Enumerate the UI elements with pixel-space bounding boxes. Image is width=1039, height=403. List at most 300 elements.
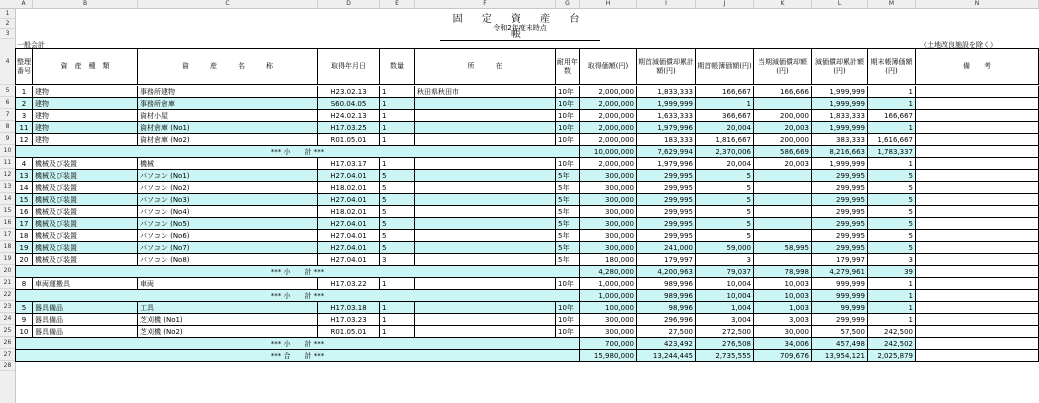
cell-prev-dep[interactable]: 299,995 (637, 218, 696, 230)
cell-loc[interactable] (415, 98, 556, 110)
cell-prev-dep[interactable]: 4,200,963 (637, 266, 696, 278)
column-header-m[interactable]: M (868, 0, 916, 8)
column-header-d[interactable]: D (318, 0, 380, 8)
cell-type[interactable]: 機械及び装置 (33, 230, 138, 242)
cell-qty[interactable]: 1 (380, 302, 415, 314)
cell-name[interactable]: 資材倉庫 (No1) (138, 122, 318, 134)
cell-loc[interactable] (415, 302, 556, 314)
cell-qty[interactable]: 5 (380, 194, 415, 206)
cell-prev-book[interactable]: 276,508 (696, 338, 754, 350)
cell-end-book[interactable]: 1,783,337 (868, 146, 916, 158)
cell-cost[interactable]: 100,000 (580, 302, 637, 314)
cell-remarks[interactable] (916, 326, 1039, 338)
cell-end-book[interactable]: 1 (868, 158, 916, 170)
cell-no[interactable]: 14 (15, 182, 33, 194)
cell-acc-dep[interactable]: 57,500 (812, 326, 868, 338)
cell-prev-book[interactable]: 5 (696, 194, 754, 206)
cell-life[interactable]: 5年 (556, 242, 580, 254)
row-header-10[interactable]: 10 (0, 145, 15, 157)
cell-type[interactable]: 器具備品 (33, 302, 138, 314)
cell-acc-dep[interactable]: 1,999,999 (812, 158, 868, 170)
cell-qty[interactable]: 5 (380, 218, 415, 230)
row-header-1[interactable]: 1 (0, 9, 15, 19)
cell-remarks[interactable] (916, 182, 1039, 194)
cell-date[interactable]: H27.04.01 (318, 230, 380, 242)
cell-prev-book[interactable]: 1,004 (696, 302, 754, 314)
cell-prev-book[interactable]: 10,004 (696, 278, 754, 290)
cell-end-book[interactable]: 1 (868, 314, 916, 326)
cell-date[interactable]: H17.03.22 (318, 278, 380, 290)
cell-prev-book[interactable]: 5 (696, 206, 754, 218)
cell-date[interactable]: H27.04.01 (318, 170, 380, 182)
cell-date[interactable]: H17.03.23 (318, 314, 380, 326)
cell-cost[interactable]: 300,000 (580, 326, 637, 338)
cell-no[interactable]: 10 (15, 326, 33, 338)
cell-prev-dep[interactable]: 423,492 (637, 338, 696, 350)
cell-name[interactable]: 工具 (138, 302, 318, 314)
row-header-19[interactable]: 19 (0, 253, 15, 265)
row-header-28[interactable]: 28 (0, 361, 15, 371)
cell-qty[interactable]: 1 (380, 134, 415, 146)
cell-life[interactable]: 10年 (556, 158, 580, 170)
cell-acc-dep[interactable]: 299,995 (812, 206, 868, 218)
cell-qty[interactable]: 5 (380, 182, 415, 194)
cell-acc-dep[interactable]: 8,216,663 (812, 146, 868, 158)
cell-date[interactable]: H27.04.01 (318, 242, 380, 254)
cell-qty[interactable]: 5 (380, 242, 415, 254)
cell-end-book[interactable]: 5 (868, 194, 916, 206)
cell-prev-book[interactable]: 79,037 (696, 266, 754, 278)
cell-name[interactable]: 芝刈機 (No2) (138, 326, 318, 338)
cell-name[interactable]: 資材小屋 (138, 110, 318, 122)
cell-prev-book[interactable]: 272,500 (696, 326, 754, 338)
cell-cur-dep[interactable]: 20,003 (754, 122, 812, 134)
cell-no[interactable]: 20 (15, 254, 33, 266)
cell-acc-dep[interactable]: 299,995 (812, 230, 868, 242)
cell-date[interactable]: S60.04.05 (318, 98, 380, 110)
column-header-b[interactable]: B (33, 0, 138, 8)
cell-end-book[interactable]: 5 (868, 170, 916, 182)
cell-qty[interactable]: 1 (380, 122, 415, 134)
cell-no[interactable]: 18 (15, 230, 33, 242)
cell-remarks[interactable] (916, 122, 1039, 134)
cell-cur-dep[interactable]: 34,006 (754, 338, 812, 350)
cell-date[interactable]: R01.05.01 (318, 326, 380, 338)
cell-type[interactable]: 機械及び装置 (33, 170, 138, 182)
row-header-22[interactable]: 22 (0, 289, 15, 301)
cell-cost[interactable]: 2,000,000 (580, 86, 637, 98)
cell-cost[interactable]: 300,000 (580, 218, 637, 230)
cell-no[interactable]: 19 (15, 242, 33, 254)
cell-date[interactable]: H27.04.01 (318, 218, 380, 230)
cell-name[interactable]: パソコン (No4) (138, 206, 318, 218)
cell-remarks[interactable] (916, 206, 1039, 218)
cell-cur-dep[interactable]: 78,998 (754, 266, 812, 278)
cell-prev-dep[interactable]: 299,995 (637, 230, 696, 242)
cell-prev-book[interactable]: 59,000 (696, 242, 754, 254)
cell-acc-dep[interactable]: 13,954,121 (812, 350, 868, 362)
column-header-c[interactable]: C (138, 0, 318, 8)
cell-name[interactable]: パソコン (No7) (138, 242, 318, 254)
cell-acc-dep[interactable]: 179,997 (812, 254, 868, 266)
cell-name[interactable]: 車両 (138, 278, 318, 290)
cell-prev-dep[interactable]: 98,996 (637, 302, 696, 314)
cell-name[interactable]: パソコン (No1) (138, 170, 318, 182)
cell-remarks[interactable] (916, 170, 1039, 182)
cell-name[interactable]: パソコン (No8) (138, 254, 318, 266)
cell-loc[interactable] (415, 122, 556, 134)
row-header-3[interactable]: 3 (0, 29, 15, 39)
cell-cur-dep[interactable] (754, 218, 812, 230)
cell-no[interactable]: 11 (15, 122, 33, 134)
cell-type[interactable]: 建物 (33, 98, 138, 110)
cell-no[interactable]: 15 (15, 194, 33, 206)
cell-cur-dep[interactable]: 709,676 (754, 350, 812, 362)
cell-no[interactable]: 1 (15, 86, 33, 98)
cell-loc[interactable] (415, 314, 556, 326)
cell-name[interactable]: 機械 (138, 158, 318, 170)
row-header-14[interactable]: 14 (0, 193, 15, 205)
cell-remarks[interactable] (916, 350, 1039, 362)
cell-prev-dep[interactable]: 27,500 (637, 326, 696, 338)
cell-end-book[interactable]: 1 (868, 290, 916, 302)
cell-date[interactable]: H18.02.01 (318, 182, 380, 194)
row-header-6[interactable]: 6 (0, 97, 15, 109)
cell-prev-dep[interactable]: 7,629,994 (637, 146, 696, 158)
row-header-9[interactable]: 9 (0, 133, 15, 145)
cell-cost[interactable]: 2,000,000 (580, 158, 637, 170)
cell-acc-dep[interactable]: 457,498 (812, 338, 868, 350)
cell-date[interactable]: H27.04.01 (318, 254, 380, 266)
cell-no[interactable]: 4 (15, 158, 33, 170)
cell-life[interactable]: 5年 (556, 194, 580, 206)
cell-end-book[interactable]: 242,500 (868, 326, 916, 338)
cell-prev-dep[interactable]: 1,999,999 (637, 98, 696, 110)
cell-qty[interactable]: 5 (380, 170, 415, 182)
cell-cost[interactable]: 1,000,000 (580, 290, 637, 302)
cell-life[interactable]: 10年 (556, 122, 580, 134)
cell-end-book[interactable]: 5 (868, 218, 916, 230)
cell-name[interactable]: パソコン (No3) (138, 194, 318, 206)
cell-life[interactable]: 10年 (556, 302, 580, 314)
cell-end-book[interactable]: 1,616,667 (868, 134, 916, 146)
cell-name[interactable]: パソコン (No6) (138, 230, 318, 242)
total-label[interactable]: *** 合 計 *** (15, 350, 580, 362)
cell-cur-dep[interactable]: 10,003 (754, 290, 812, 302)
cell-prev-dep[interactable]: 1,633,333 (637, 110, 696, 122)
cell-life[interactable]: 10年 (556, 326, 580, 338)
cell-name[interactable]: 事務所倉庫 (138, 98, 318, 110)
column-header-k[interactable]: K (754, 0, 812, 8)
cell-date[interactable]: H27.04.01 (318, 194, 380, 206)
cell-loc[interactable] (415, 170, 556, 182)
cell-prev-book[interactable]: 366,667 (696, 110, 754, 122)
cell-prev-book[interactable]: 1 (696, 98, 754, 110)
cell-prev-book[interactable]: 10,004 (696, 290, 754, 302)
cell-prev-dep[interactable]: 183,333 (637, 134, 696, 146)
column-header-a[interactable]: A (15, 0, 33, 8)
cell-prev-book[interactable]: 5 (696, 182, 754, 194)
column-header-f[interactable]: F (415, 0, 556, 8)
column-header-j[interactable]: J (696, 0, 754, 8)
row-header-8[interactable]: 8 (0, 121, 15, 133)
cell-remarks[interactable] (916, 230, 1039, 242)
cell-prev-book[interactable]: 1,816,667 (696, 134, 754, 146)
cell-acc-dep[interactable]: 299,995 (812, 182, 868, 194)
cell-prev-book[interactable]: 3 (696, 254, 754, 266)
column-header-g[interactable]: G (556, 0, 580, 8)
cell-remarks[interactable] (916, 158, 1039, 170)
cell-remarks[interactable] (916, 338, 1039, 350)
cell-cur-dep[interactable]: 200,000 (754, 110, 812, 122)
cell-loc[interactable]: 秋田県秋田市 (415, 86, 556, 98)
cell-loc[interactable] (415, 182, 556, 194)
cell-cost[interactable]: 300,000 (580, 230, 637, 242)
cell-qty[interactable]: 1 (380, 98, 415, 110)
cell-cost[interactable]: 10,000,000 (580, 146, 637, 158)
cell-qty[interactable]: 1 (380, 326, 415, 338)
cell-qty[interactable]: 3 (380, 254, 415, 266)
cell-cost[interactable]: 700,000 (580, 338, 637, 350)
cell-cur-dep[interactable]: 586,669 (754, 146, 812, 158)
cell-date[interactable]: H17.03.17 (318, 158, 380, 170)
row-header-26[interactable]: 26 (0, 337, 15, 349)
cell-acc-dep[interactable]: 1,999,999 (812, 86, 868, 98)
cell-loc[interactable] (415, 110, 556, 122)
cell-no[interactable]: 2 (15, 98, 33, 110)
cell-life[interactable]: 10年 (556, 98, 580, 110)
cell-type[interactable]: 建物 (33, 110, 138, 122)
cell-remarks[interactable] (916, 302, 1039, 314)
cell-cur-dep[interactable]: 58,995 (754, 242, 812, 254)
cell-name[interactable]: 資材倉庫 (No2) (138, 134, 318, 146)
row-header-13[interactable]: 13 (0, 181, 15, 193)
cell-life[interactable]: 10年 (556, 110, 580, 122)
cell-cost[interactable]: 15,980,000 (580, 350, 637, 362)
cell-cur-dep[interactable] (754, 254, 812, 266)
column-header-l[interactable]: L (812, 0, 868, 8)
cell-cur-dep[interactable]: 10,003 (754, 278, 812, 290)
cell-life[interactable]: 10年 (556, 134, 580, 146)
cell-end-book[interactable]: 1 (868, 98, 916, 110)
cell-prev-book[interactable]: 5 (696, 230, 754, 242)
cell-life[interactable]: 5年 (556, 230, 580, 242)
cell-end-book[interactable]: 1 (868, 302, 916, 314)
cell-cur-dep[interactable]: 30,000 (754, 326, 812, 338)
cell-type[interactable]: 機械及び装置 (33, 242, 138, 254)
cell-type[interactable]: 機械及び装置 (33, 194, 138, 206)
cell-date[interactable]: H23.02.13 (318, 86, 380, 98)
cell-cost[interactable]: 300,000 (580, 170, 637, 182)
cell-prev-book[interactable]: 3,004 (696, 314, 754, 326)
cell-acc-dep[interactable]: 1,833,333 (812, 110, 868, 122)
cell-prev-book[interactable]: 20,004 (696, 158, 754, 170)
cell-prev-dep[interactable]: 1,979,996 (637, 122, 696, 134)
subtotal-label[interactable]: *** 小 計 *** (15, 338, 580, 350)
cell-type[interactable]: 機械及び装置 (33, 158, 138, 170)
row-header-18[interactable]: 18 (0, 241, 15, 253)
cell-life[interactable]: 5年 (556, 206, 580, 218)
row-header-25[interactable]: 25 (0, 325, 15, 337)
cell-type[interactable]: 建物 (33, 134, 138, 146)
cell-type[interactable]: 建物 (33, 122, 138, 134)
cell-qty[interactable]: 1 (380, 86, 415, 98)
cell-remarks[interactable] (916, 290, 1039, 302)
cell-name[interactable]: 事務所建物 (138, 86, 318, 98)
cell-remarks[interactable] (916, 86, 1039, 98)
cell-life[interactable]: 10年 (556, 86, 580, 98)
cell-prev-dep[interactable]: 989,996 (637, 278, 696, 290)
cell-acc-dep[interactable]: 999,999 (812, 290, 868, 302)
row-header-2[interactable]: 2 (0, 19, 15, 29)
cell-type[interactable]: 機械及び装置 (33, 182, 138, 194)
cell-end-book[interactable]: 1 (868, 278, 916, 290)
subtotal-label[interactable]: *** 小 計 *** (15, 266, 580, 278)
cell-remarks[interactable] (916, 266, 1039, 278)
cell-no[interactable]: 9 (15, 314, 33, 326)
cell-type[interactable]: 機械及び装置 (33, 218, 138, 230)
cell-cur-dep[interactable] (754, 170, 812, 182)
cell-prev-book[interactable]: 5 (696, 170, 754, 182)
cell-type[interactable]: 建物 (33, 86, 138, 98)
cell-acc-dep[interactable]: 299,995 (812, 242, 868, 254)
cell-remarks[interactable] (916, 134, 1039, 146)
cell-cost[interactable]: 2,000,000 (580, 110, 637, 122)
cell-cur-dep[interactable]: 3,003 (754, 314, 812, 326)
cell-no[interactable]: 16 (15, 206, 33, 218)
row-header-4[interactable]: 4 (0, 39, 15, 85)
cell-date[interactable]: R01.05.01 (318, 134, 380, 146)
cell-cost[interactable]: 300,000 (580, 206, 637, 218)
cell-qty[interactable]: 1 (380, 158, 415, 170)
cell-name[interactable]: パソコン (No2) (138, 182, 318, 194)
column-header-e[interactable]: E (380, 0, 415, 8)
cell-prev-dep[interactable]: 299,995 (637, 194, 696, 206)
cell-prev-dep[interactable]: 299,995 (637, 206, 696, 218)
cell-acc-dep[interactable]: 299,995 (812, 218, 868, 230)
cell-end-book[interactable]: 5 (868, 206, 916, 218)
cell-date[interactable]: H18.02.01 (318, 206, 380, 218)
cell-end-book[interactable]: 5 (868, 242, 916, 254)
cell-acc-dep[interactable]: 299,995 (812, 194, 868, 206)
cell-life[interactable]: 5年 (556, 218, 580, 230)
cell-prev-dep[interactable]: 299,995 (637, 170, 696, 182)
cell-acc-dep[interactable]: 299,999 (812, 314, 868, 326)
cell-cur-dep[interactable]: 166,666 (754, 86, 812, 98)
subtotal-label[interactable]: *** 小 計 *** (15, 146, 580, 158)
cell-cur-dep[interactable] (754, 98, 812, 110)
cell-type[interactable]: 機械及び装置 (33, 206, 138, 218)
cell-end-book[interactable]: 1 (868, 122, 916, 134)
cell-remarks[interactable] (916, 146, 1039, 158)
cell-cur-dep[interactable] (754, 206, 812, 218)
cell-prev-dep[interactable]: 179,997 (637, 254, 696, 266)
cell-life[interactable]: 5年 (556, 170, 580, 182)
cell-life[interactable]: 10年 (556, 278, 580, 290)
cell-date[interactable]: H17.03.25 (318, 122, 380, 134)
cell-prev-dep[interactable]: 1,979,996 (637, 158, 696, 170)
cell-remarks[interactable] (916, 254, 1039, 266)
row-header-16[interactable]: 16 (0, 217, 15, 229)
cell-loc[interactable] (415, 134, 556, 146)
cell-end-book[interactable]: 242,502 (868, 338, 916, 350)
cell-acc-dep[interactable]: 299,995 (812, 170, 868, 182)
cell-cur-dep[interactable] (754, 230, 812, 242)
subtotal-label[interactable]: *** 小 計 *** (15, 290, 580, 302)
cell-no[interactable]: 3 (15, 110, 33, 122)
cell-cost[interactable]: 300,000 (580, 182, 637, 194)
cell-loc[interactable] (415, 326, 556, 338)
cell-end-book[interactable]: 166,667 (868, 110, 916, 122)
cell-type[interactable]: 車両運搬具 (33, 278, 138, 290)
cell-name[interactable]: パソコン (No5) (138, 218, 318, 230)
cell-cur-dep[interactable]: 20,003 (754, 158, 812, 170)
cell-remarks[interactable] (916, 314, 1039, 326)
row-header-7[interactable]: 7 (0, 109, 15, 121)
cell-remarks[interactable] (916, 218, 1039, 230)
cell-type[interactable]: 器具備品 (33, 326, 138, 338)
cell-type[interactable]: 機械及び装置 (33, 254, 138, 266)
cell-remarks[interactable] (916, 98, 1039, 110)
cell-no[interactable]: 17 (15, 218, 33, 230)
cell-cur-dep[interactable] (754, 194, 812, 206)
cell-end-book[interactable]: 5 (868, 182, 916, 194)
cell-prev-dep[interactable]: 1,833,333 (637, 86, 696, 98)
cell-no[interactable]: 5 (15, 302, 33, 314)
cell-prev-book[interactable]: 5 (696, 218, 754, 230)
cell-prev-dep[interactable]: 989,996 (637, 290, 696, 302)
cell-no[interactable]: 12 (15, 134, 33, 146)
row-header-5[interactable]: 5 (0, 85, 15, 97)
cell-end-book[interactable]: 3 (868, 254, 916, 266)
cell-no[interactable]: 13 (15, 170, 33, 182)
cell-date[interactable]: H17.03.18 (318, 302, 380, 314)
cell-type[interactable]: 器具備品 (33, 314, 138, 326)
cell-qty[interactable]: 5 (380, 230, 415, 242)
row-header-21[interactable]: 21 (0, 277, 15, 289)
cell-no[interactable]: 8 (15, 278, 33, 290)
cell-acc-dep[interactable]: 1,999,999 (812, 122, 868, 134)
cell-prev-dep[interactable]: 296,996 (637, 314, 696, 326)
cell-end-book[interactable]: 1 (868, 86, 916, 98)
cell-acc-dep[interactable]: 383,333 (812, 134, 868, 146)
row-header-23[interactable]: 23 (0, 301, 15, 313)
cell-remarks[interactable] (916, 194, 1039, 206)
cell-loc[interactable] (415, 278, 556, 290)
cell-life[interactable]: 10年 (556, 314, 580, 326)
cell-qty[interactable]: 1 (380, 278, 415, 290)
cell-remarks[interactable] (916, 278, 1039, 290)
cell-prev-book[interactable]: 20,004 (696, 122, 754, 134)
row-header-12[interactable]: 12 (0, 169, 15, 181)
cell-remarks[interactable] (916, 242, 1039, 254)
cell-end-book[interactable]: 5 (868, 230, 916, 242)
cell-loc[interactable] (415, 230, 556, 242)
cell-loc[interactable] (415, 254, 556, 266)
cell-cost[interactable]: 2,000,000 (580, 122, 637, 134)
cell-prev-book[interactable]: 2,370,006 (696, 146, 754, 158)
cell-cost[interactable]: 300,000 (580, 194, 637, 206)
cell-cur-dep[interactable]: 1,003 (754, 302, 812, 314)
cell-prev-book[interactable]: 166,667 (696, 86, 754, 98)
row-header-17[interactable]: 17 (0, 229, 15, 241)
cell-cost[interactable]: 300,000 (580, 314, 637, 326)
cell-cost[interactable]: 300,000 (580, 242, 637, 254)
cell-acc-dep[interactable]: 4,279,961 (812, 266, 868, 278)
cell-name[interactable]: 芝刈機 (No1) (138, 314, 318, 326)
cell-life[interactable]: 5年 (556, 182, 580, 194)
cell-end-book[interactable]: 2,025,879 (868, 350, 916, 362)
